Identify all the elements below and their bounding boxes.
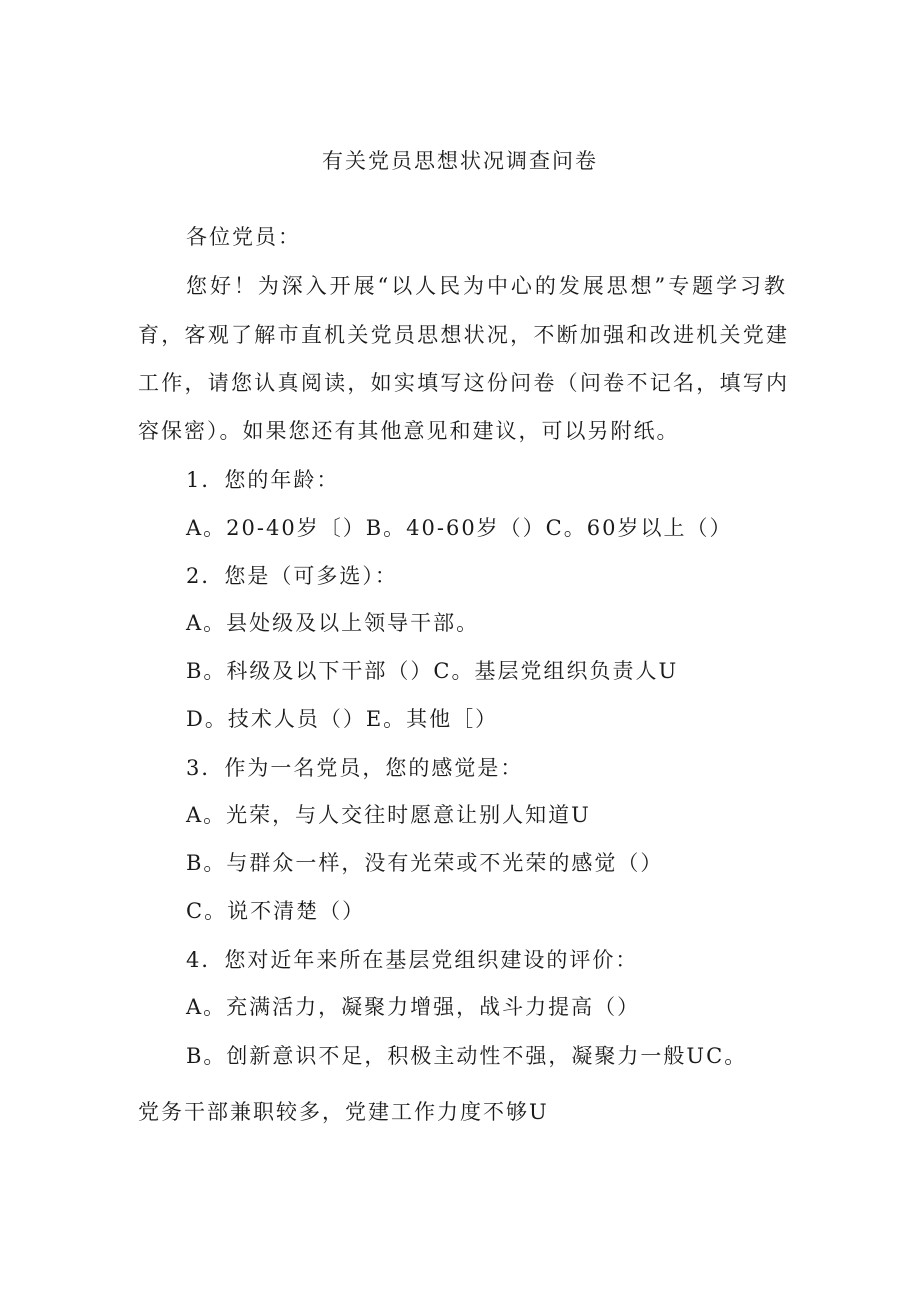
- question-4-option-c: 党务干部兼职较多，党建工作力度不够U: [138, 1100, 549, 1124]
- question-3: 3．作为一名党员，您的感觉是：: [186, 756, 524, 780]
- question-2-option-bc: B。科级及以下干部（）C。基层党组织负责人U: [186, 659, 679, 683]
- question-3-option-c: C。说不清楚（）: [186, 899, 366, 923]
- intro-line-4: 容保密）。如果您还有其他意见和建议，可以另附纸。: [138, 419, 680, 443]
- greeting: 各位党员：: [186, 225, 301, 249]
- question-3-option-a: A。光荣，与人交往时愿意让别人知道U: [186, 803, 591, 827]
- question-1-options: A。20-40岁〔）B。40-60岁（）C。60岁以上（）: [186, 516, 733, 540]
- question-2-option-a: A。县处级及以上领导干部。: [186, 611, 480, 635]
- question-4-option-b: B。创新意识不足，积极主动性不强，凝聚力一般UC。: [186, 1044, 748, 1068]
- question-3-option-b: B。与群众一样，没有光荣或不光荣的感觉（）: [186, 851, 664, 875]
- question-4: 4．您对近年来所在基层党组织建设的评价：: [186, 948, 639, 972]
- question-2: 2．您是（可多选）：: [186, 564, 398, 588]
- intro-line-1: 您好！为深入开展“以人民为中心的发展思想”专题学习教: [186, 274, 786, 298]
- question-2-option-de: D。技术人员（）E。其他［）: [186, 707, 499, 731]
- question-1: 1．您的年龄：: [186, 468, 340, 492]
- page-title: 有关党员思想状况调查问卷: [322, 149, 598, 173]
- intro-line-3: 工作，请您认真阅读，如实填写这份问卷（问卷不记名，填写内: [138, 371, 788, 395]
- question-4-option-a: A。充满活力，凝聚力增强，战斗力提高（）: [186, 995, 641, 1019]
- intro-line-2: 育，客观了解市直机关党员思想状况，不断加强和改进机关党建: [138, 323, 788, 347]
